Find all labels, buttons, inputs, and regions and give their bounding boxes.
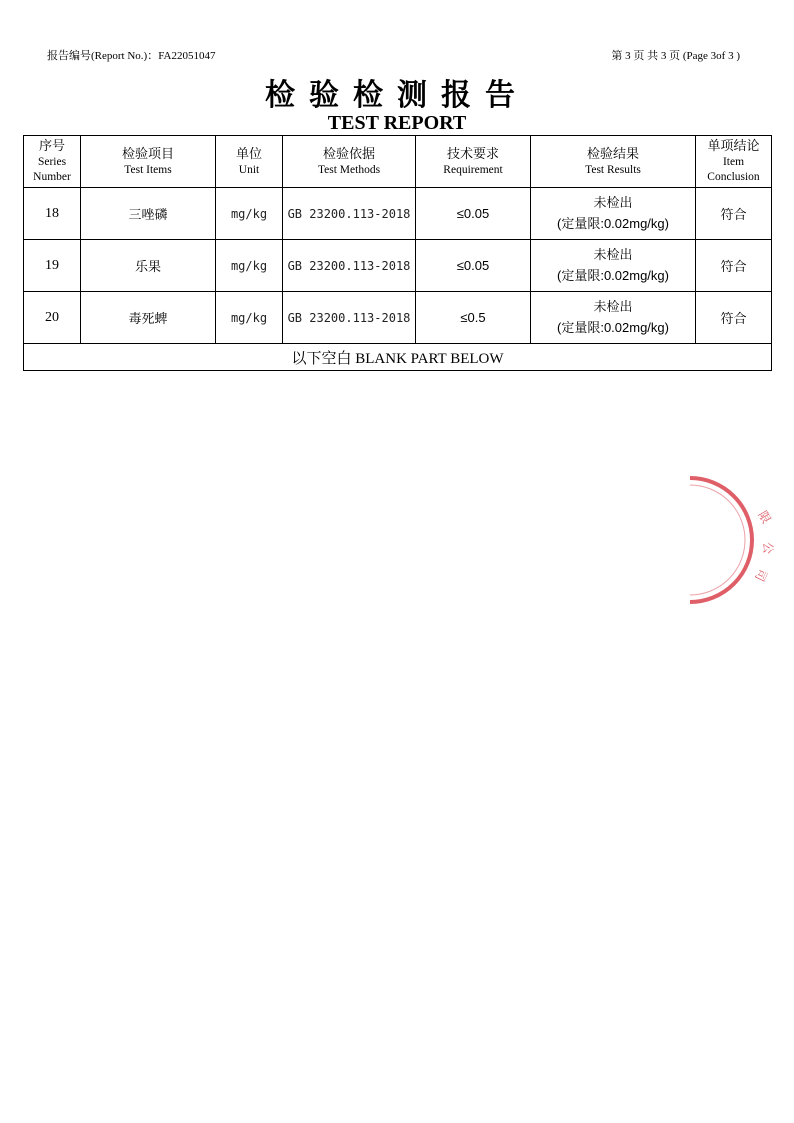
col-header-series: 序号 Series Number: [24, 136, 81, 188]
cell-series: 20: [24, 292, 81, 344]
table-row: [24, 240, 772, 292]
col-header-test-items: 检验项目 Test Items: [81, 136, 216, 188]
cell-unit: mg/kg: [216, 188, 283, 240]
result-limit: (定量限:0.02mg/kg): [557, 267, 669, 283]
cell-item: 乐果: [81, 240, 216, 292]
cell-unit: mg/kg: [216, 240, 283, 292]
results-table: [23, 135, 772, 371]
cell-requirement: ≤0.5: [416, 292, 531, 344]
company-seal-stamp: [690, 470, 794, 610]
cell-result: [531, 240, 696, 292]
cell-item: 三唑磷: [81, 188, 216, 240]
report-number: 报告编号(Report No.)：FA22051047: [47, 50, 216, 62]
cell-series: 19: [24, 240, 81, 292]
report-title-cn: 检验检测报告: [265, 78, 529, 113]
svg-text:公: 公: [761, 542, 775, 555]
table-row: [24, 188, 772, 240]
table-row: [24, 292, 772, 344]
table-header-row: [24, 136, 772, 188]
svg-text:限: 限: [755, 508, 774, 526]
seal-ring: [690, 478, 752, 602]
cell-conclusion: 符合: [696, 240, 772, 292]
col-header-conclusion: 单项结论 Item Conclusion: [696, 136, 772, 188]
cell-series: 18: [24, 188, 81, 240]
report-title-en: TEST REPORT: [327, 112, 467, 134]
blank-part-row: [24, 344, 772, 371]
cell-requirement: ≤0.05: [416, 188, 531, 240]
cell-result: [531, 188, 696, 240]
cell-method: GB 23200.113-2018: [283, 292, 416, 344]
cell-item: 毒死蜱: [81, 292, 216, 344]
blank-part-note: 以下空白 BLANK PART BELOW: [24, 344, 772, 371]
col-header-requirement: 技术要求 Requirement: [416, 136, 531, 188]
col-header-test-results: 检验结果 Test Results: [531, 136, 696, 188]
col-header-unit: 单位 Unit: [216, 136, 283, 188]
cell-requirement: ≤0.05: [416, 240, 531, 292]
result-limit: (定量限:0.02mg/kg): [557, 319, 669, 335]
page-indicator: 第 3 页 共 3 页 (Page 3of 3 ): [611, 50, 740, 62]
cell-unit: mg/kg: [216, 292, 283, 344]
col-header-test-methods: 检验依据 Test Methods: [283, 136, 416, 188]
cell-method: GB 23200.113-2018: [283, 188, 416, 240]
result-status: 未检出: [593, 299, 633, 315]
cell-conclusion: 符合: [696, 292, 772, 344]
result-limit: (定量限:0.02mg/kg): [557, 215, 669, 231]
cell-result: [531, 292, 696, 344]
svg-text:司: 司: [752, 566, 770, 584]
result-status: 未检出: [593, 247, 633, 263]
cell-conclusion: 符合: [696, 188, 772, 240]
cell-method: GB 23200.113-2018: [283, 240, 416, 292]
result-status: 未检出: [593, 195, 633, 211]
